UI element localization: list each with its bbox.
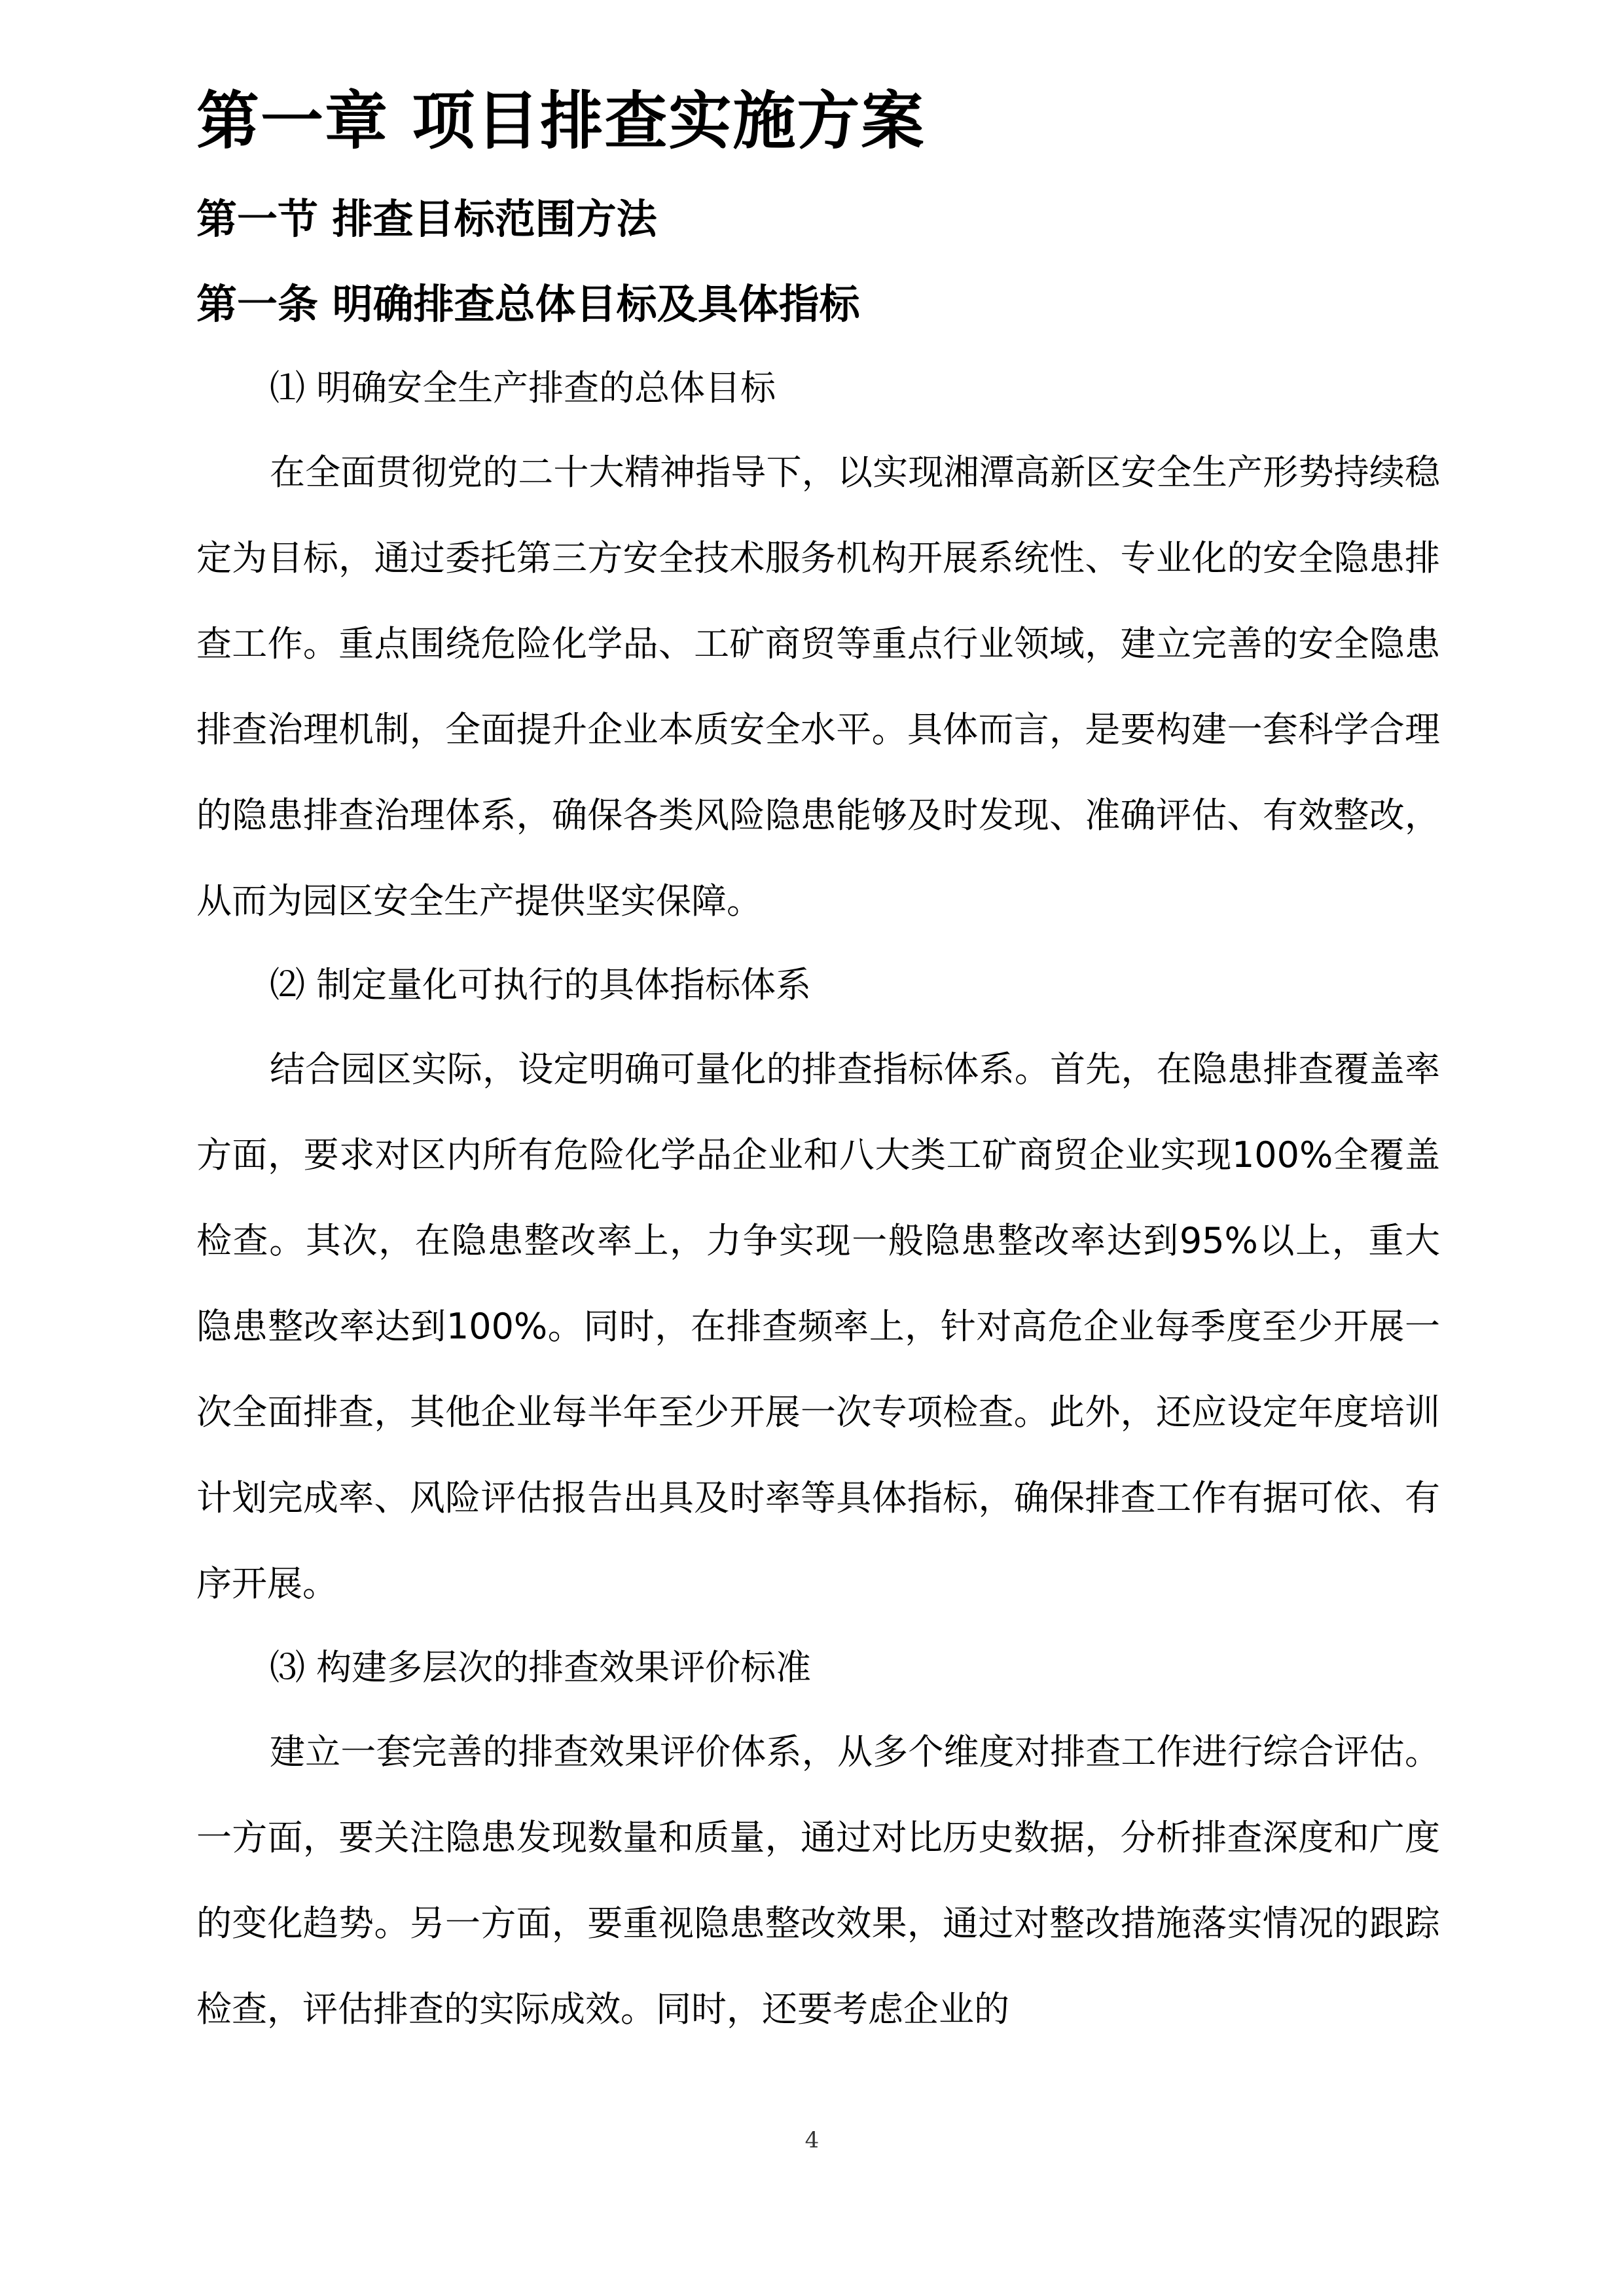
chapter-title: 第一章 项目排查实施方案	[196, 84, 926, 158]
subheading-3: ⑶ 构建多层次的排查效果评价标准	[270, 1647, 812, 1688]
paragraph-2: 结合园区实际，设定明确可量化的排查指标体系。首先，在隐患排查覆盖率方面，要求对区内所有危险化学品企业和八大类工矿商贸企业实现100%全覆盖检查。其次，在隐患整改率上，力争实现一般隐患整改率达到95%以上，重大隐患整改率达到100%。同时，在排查频率上，针对高危企业每季度至少开展一次全面排查，其他企业每半年至少开展一次专项检查。此外，还应设定年度培训计划完成率、风险评估报告出具及时率等具体指标，确保排查工作有据可依、有序开展。	[196, 1049, 1440, 1604]
section-title: 第一节 排查目标范围方法	[196, 195, 657, 243]
subheading-2: ⑵ 制定量化可执行的具体指标体系	[270, 964, 812, 1005]
subheading-1: ⑴ 明确安全生产排查的总体目标	[270, 367, 776, 408]
page-number: 4	[804, 2127, 820, 2153]
paragraph-1: 在全面贯彻党的二十大精神指导下，以实现湘潭高新区安全生产形势持续稳定为目标，通过委托第三方安全技术服务机构开展系统性、专业化的安全隐患排查工作。重点围绕危险化学品、工矿商贸等重点行业领域，建立完善的安全隐患排查治理机制，全面提升企业本质安全水平。具体而言，是要构建一套科学合理的隐患排查治理体系，确保各类风险隐患能够及时发现、准确评估、有效整改，从而为园区安全生产提供坚实保障。	[196, 452, 1440, 922]
paragraph-3: 建立一套完善的排查效果评价体系，从多个维度对排查工作进行综合评估。一方面，要关注隐患发现数量和质量，通过对比历史数据，分析排查深度和广度的变化趋势。另一方面，要重视隐患整改效果，通过对整改措施落实情况的跟踪检查，评估排查的实际成效。同时，还要考虑企业的	[196, 1731, 1440, 2030]
article-title: 第一条 明确排查总体目标及具体指标	[196, 280, 860, 328]
page-content	[196, 79, 1440, 2064]
